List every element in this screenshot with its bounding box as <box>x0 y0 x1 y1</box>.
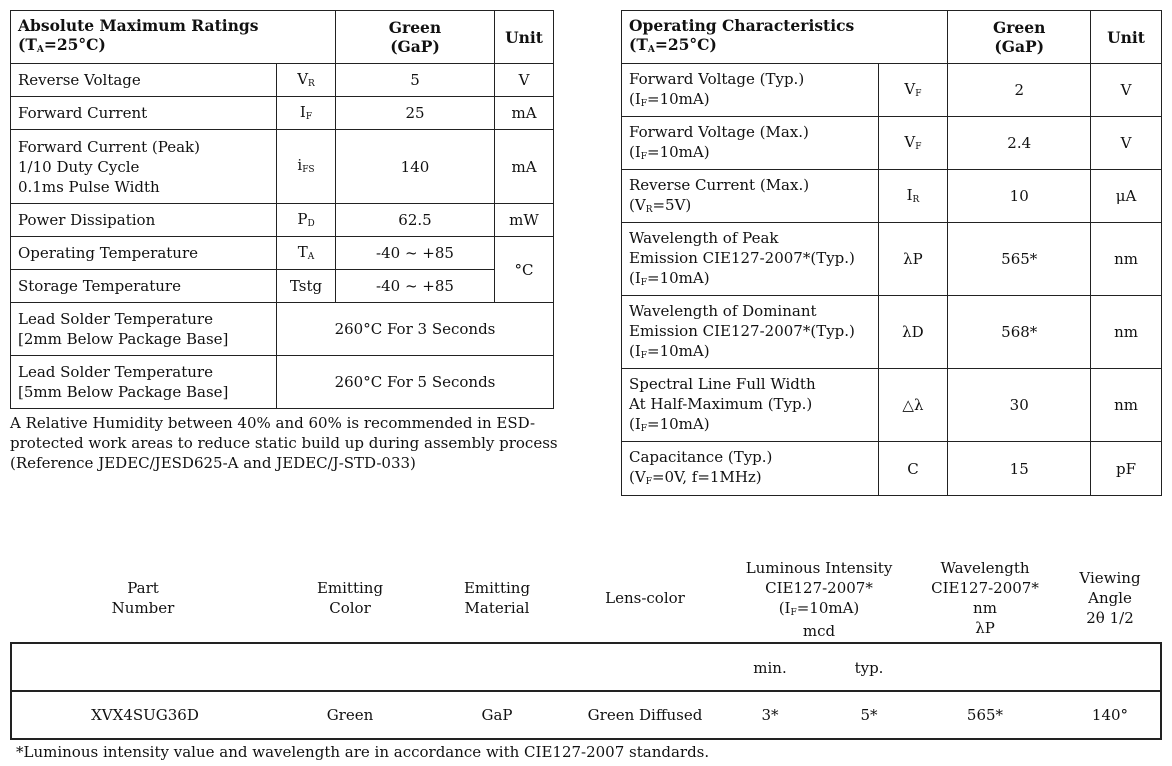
header-luminous-intensity: Luminous Intensity CIE127-2007* $(I_F=10mA)$ mcd <box>745 559 893 640</box>
opc-param: Spectral Line Full Width At Half-Maximum (Typ.) $(I_F=10mA)$ <box>622 369 879 442</box>
amr-title-line1: Absolute Maximum Ratings <box>18 16 259 35</box>
humidity-note: A Relative Humidity between 40% and 60% is recommended in ESD-protected work areas to reduce static build up during assembly process (Reference JEDEC/JESD625-A and JEDEC/J-STD-033) <box>10 414 558 472</box>
table-row <box>11 237 554 270</box>
table-row <box>622 117 1162 170</box>
opc-symbol: △λ <box>878 369 948 442</box>
luminous-min-value: 3* <box>761 706 779 724</box>
header-part-number: Part Number <box>111 579 175 617</box>
viewing-angle-value: 140° <box>1091 706 1129 724</box>
header-viewing-angle: Viewing Angle 2θ 1/2 <box>1079 569 1141 627</box>
table-row <box>11 356 554 409</box>
opc-value: 15 <box>948 442 1091 496</box>
amr-unit: mW <box>495 204 554 237</box>
table-row <box>11 97 554 130</box>
amr-title <box>11 11 336 64</box>
amr-col-unit: Unit <box>495 11 554 64</box>
amr-param: Reverse Voltage <box>11 64 277 97</box>
amr-value: 5 <box>336 64 495 97</box>
amr-value: 140 <box>336 130 495 204</box>
table-row <box>11 270 554 303</box>
table-rule-left <box>10 642 12 740</box>
operating-characteristics-table <box>621 10 1162 496</box>
opc-value: 565* <box>948 223 1091 296</box>
opc-param: Wavelength of Dominant Emission CIE127-2007*(Typ.) $(I_F=10mA)$ <box>622 296 879 369</box>
absolute-maximum-ratings-table <box>10 10 554 409</box>
table-row <box>622 64 1162 117</box>
table-row <box>622 223 1162 296</box>
emitting-color-value: Green <box>326 706 374 724</box>
opc-unit: V <box>1091 64 1162 117</box>
opc-title-line1: Operating Characteristics <box>629 16 855 35</box>
amr-col-green-line2: (GaP) <box>390 37 440 56</box>
amr-symbol: $P_D$ <box>277 204 336 237</box>
amr-symbol: $V_R$ <box>277 64 336 97</box>
header-emitting-color: Emitting Color <box>316 579 384 617</box>
opc-value: 10 <box>948 170 1091 223</box>
opc-symbol: $I_R$ <box>878 170 948 223</box>
opc-symbol: λD <box>878 296 948 369</box>
opc-param: Capacitance (Typ.) ($V_F=0V$, f=1MHz) <box>622 442 879 496</box>
amr-value: -40 ~ +85 <box>336 237 495 270</box>
amr-symbol: Tstg <box>277 270 336 303</box>
table-rule-middle <box>10 690 1162 692</box>
opc-symbol: $V_F$ <box>878 64 948 117</box>
amr-value: 25 <box>336 97 495 130</box>
amr-value: 62.5 <box>336 204 495 237</box>
opc-param: Reverse Current (Max.) $(V_R=5V)$ <box>622 170 879 223</box>
opc-param: Forward Voltage (Max.) $(I_F=10mA)$ <box>622 117 879 170</box>
table-row <box>11 204 554 237</box>
amr-param: Forward Current (Peak) 1/10 Duty Cycle 0.1ms Pulse Width <box>11 130 277 204</box>
opc-symbol: C <box>878 442 948 496</box>
amr-col-green-line1: Green <box>388 18 442 37</box>
amr-param: Lead Solder Temperature [2mm Below Package Base] <box>11 303 277 356</box>
opc-col-green <box>948 11 1091 64</box>
amr-unit: mA <box>495 130 554 204</box>
amr-value: -40 ~ +85 <box>336 270 495 303</box>
table-row <box>622 369 1162 442</box>
amr-unit: °C <box>495 237 554 303</box>
opc-value: 2 <box>948 64 1091 117</box>
opc-title <box>622 11 948 64</box>
amr-symbol: $T_A$ <box>277 237 336 270</box>
opc-unit: V <box>1091 117 1162 170</box>
table-row <box>622 442 1162 496</box>
emitting-material-value: GaP <box>481 706 513 724</box>
lens-color-value: Green Diffused <box>587 706 703 724</box>
opc-value: 30 <box>948 369 1091 442</box>
footnote: *Luminous intensity value and wavelength are in accordance with CIE127-2007 standards. <box>16 743 710 761</box>
opc-symbol: λP <box>878 223 948 296</box>
luminous-typ-value: 5* <box>860 706 878 724</box>
amr-symbol: $i_{FS}$ <box>277 130 336 204</box>
opc-param: Forward Voltage (Typ.) $(I_F=10mA)$ <box>622 64 879 117</box>
table-rule-bottom <box>10 738 1162 740</box>
amr-value: 260°C For 5 Seconds <box>277 356 554 409</box>
opc-unit: pF <box>1091 442 1162 496</box>
amr-param: Operating Temperature <box>11 237 277 270</box>
opc-unit: nm <box>1091 223 1162 296</box>
table-row <box>11 64 554 97</box>
amr-param: Lead Solder Temperature [5mm Below Package Base] <box>11 356 277 409</box>
amr-param: Power Dissipation <box>11 204 277 237</box>
opc-unit: μA <box>1091 170 1162 223</box>
table-rule-right <box>1160 642 1162 740</box>
table-row <box>11 130 554 204</box>
amr-param: Storage Temperature <box>11 270 277 303</box>
header-lens-color: Lens-color <box>605 589 685 607</box>
amr-unit: mA <box>495 97 554 130</box>
opc-symbol: $V_F$ <box>878 117 948 170</box>
opc-col-green-line2: (GaP) <box>994 37 1045 56</box>
amr-title-line2: $(T_A=25^\circ C)$ <box>18 35 106 55</box>
amr-value: 260°C For 3 Seconds <box>277 303 554 356</box>
opc-title-line2: $(T_A=25^\circ C)$ <box>629 35 717 55</box>
part-number-value: XVX4SUG36D <box>91 706 199 724</box>
opc-unit: nm <box>1091 296 1162 369</box>
amr-unit: V <box>495 64 554 97</box>
table-row <box>11 303 554 356</box>
opc-unit: nm <box>1091 369 1162 442</box>
table-rule-top <box>10 642 1162 644</box>
header-emitting-material: Emitting Material <box>463 579 531 617</box>
opc-value: 2.4 <box>948 117 1091 170</box>
opc-col-green-line1: Green <box>993 18 1046 37</box>
sub-header-typ: typ. <box>854 659 884 677</box>
table-row <box>622 170 1162 223</box>
sub-header-min: min. <box>753 659 787 677</box>
table-row <box>622 296 1162 369</box>
header-wavelength: Wavelength CIE127-2007* nm λP <box>931 559 1039 637</box>
opc-param: Wavelength of Peak Emission CIE127-2007*(Typ.) $(I_F=10mA)$ <box>622 223 879 296</box>
opc-value: 568* <box>948 296 1091 369</box>
amr-param: Forward Current <box>11 97 277 130</box>
amr-symbol: $I_F$ <box>277 97 336 130</box>
amr-col-green <box>336 11 495 64</box>
opc-col-unit: Unit <box>1091 11 1162 64</box>
wavelength-value: 565* <box>966 706 1004 724</box>
